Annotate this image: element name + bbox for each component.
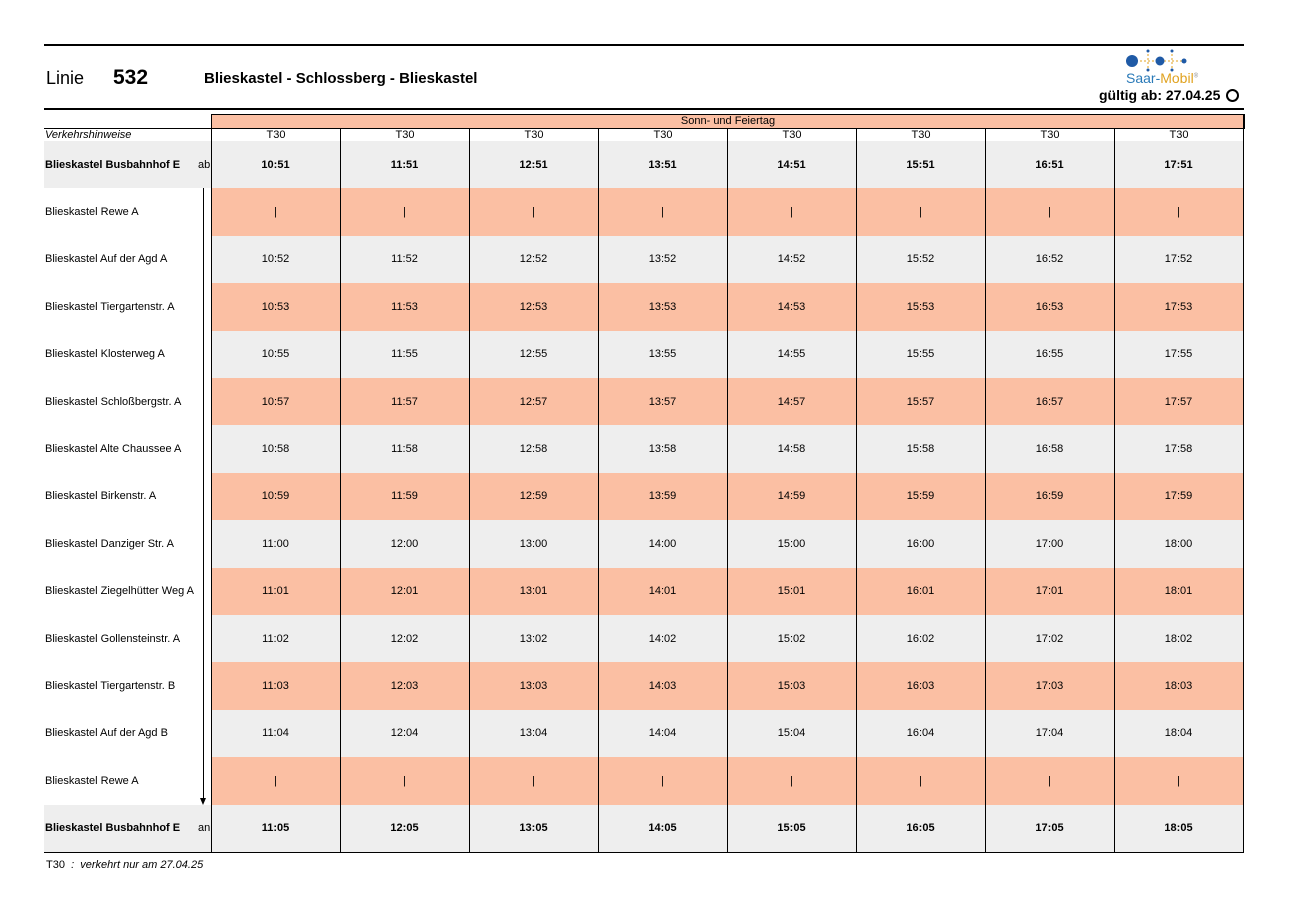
time-cell: 10:55 <box>261 348 290 361</box>
table-row <box>44 710 1244 757</box>
stop-name: Blieskastel Danziger Str. A <box>45 537 175 550</box>
time-cell: 17:58 <box>1164 443 1193 456</box>
time-cell: 17:01 <box>1035 585 1064 598</box>
trip-code-header: T30 <box>727 129 856 142</box>
time-cell: 16:55 <box>1035 348 1064 361</box>
footnote-separator: : <box>71 859 75 871</box>
time-cell: 18:03 <box>1164 680 1193 693</box>
time-cell: 14:58 <box>777 443 806 456</box>
stop-name: Blieskastel Tiergartenstr. B <box>45 680 176 693</box>
time-cell: 18:01 <box>1164 585 1193 598</box>
time-cell: 14:05 <box>648 822 677 835</box>
arrival-departure-flag: ab <box>198 158 211 171</box>
grid-line <box>598 141 599 852</box>
time-cell: | <box>919 206 922 219</box>
time-cell: 14:52 <box>777 253 806 266</box>
time-cell: 17:53 <box>1164 300 1193 313</box>
time-cell: 15:51 <box>906 158 935 171</box>
time-cell: 17:57 <box>1164 395 1193 408</box>
top-rule <box>44 44 1244 46</box>
time-cell: 11:55 <box>391 348 418 361</box>
time-cell: 15:53 <box>906 300 935 313</box>
time-cell: 11:05 <box>261 822 290 835</box>
stop-name: Blieskastel Ziegelhütter Weg A <box>45 585 194 598</box>
time-cell: | <box>1177 774 1180 787</box>
valid-from: gültig ab: 27.04.25 <box>1099 87 1221 103</box>
time-cell: 14:59 <box>777 490 806 503</box>
time-cell: | <box>403 774 406 787</box>
trip-code-header: T30 <box>598 129 727 142</box>
stop-name: Blieskastel Schloßbergstr. A <box>45 395 182 408</box>
time-cell: 11:52 <box>391 253 418 266</box>
time-cell: 14:02 <box>648 632 677 645</box>
time-cell: 12:59 <box>519 490 548 503</box>
time-cell: 11:02 <box>262 632 289 645</box>
time-cell: 10:52 <box>261 253 290 266</box>
header-bottom-rule <box>44 108 1244 110</box>
time-cell: 11:04 <box>262 727 289 740</box>
time-cell: 15:59 <box>906 490 935 503</box>
time-cell: 10:58 <box>261 443 290 456</box>
time-cell: 14:04 <box>648 727 677 740</box>
time-cell: 14:00 <box>648 537 677 550</box>
table-row <box>44 520 1244 567</box>
time-cell: 15:00 <box>777 537 806 550</box>
trip-code-header: T30 <box>340 129 469 142</box>
time-cell: 17:51 <box>1164 158 1193 171</box>
grid-line <box>211 114 212 853</box>
time-cell: 11:51 <box>390 158 419 171</box>
time-cell: 13:03 <box>519 680 548 693</box>
linie-label: Linie <box>46 68 85 88</box>
footnote <box>46 859 203 871</box>
time-cell: | <box>919 774 922 787</box>
logo-text: Saar-Mobil® <box>1126 70 1199 86</box>
time-cell: 12:58 <box>519 443 548 456</box>
time-cell: 15:03 <box>777 680 806 693</box>
time-cell: 12:04 <box>390 727 419 740</box>
stop-name: Blieskastel Busbahnhof E <box>45 158 181 171</box>
trip-code-header: T30 <box>469 129 598 142</box>
time-cell: 16:00 <box>906 537 935 550</box>
time-cell: 14:51 <box>777 158 806 171</box>
stop-name: Blieskastel Auf der Agd A <box>45 253 168 266</box>
time-cell: 17:02 <box>1035 632 1064 645</box>
grid-line <box>727 141 728 852</box>
stop-name: Blieskastel Rewe A <box>45 774 139 787</box>
line-number: 532 <box>113 66 149 89</box>
grid-line <box>469 141 470 852</box>
time-cell: | <box>532 206 535 219</box>
time-cell: | <box>790 206 793 219</box>
stop-name: Blieskastel Busbahnhof E <box>45 822 181 835</box>
time-cell: 13:57 <box>648 395 677 408</box>
stop-name: Blieskastel Klosterweg A <box>45 348 165 361</box>
time-cell: 14:55 <box>777 348 806 361</box>
time-cell: 16:58 <box>1035 443 1064 456</box>
time-cell: 15:04 <box>777 727 806 740</box>
time-cell: 14:53 <box>777 300 806 313</box>
footnote-code: T30 <box>46 859 65 871</box>
stop-name: Blieskastel Tiergartenstr. A <box>45 300 175 313</box>
time-cell: 16:57 <box>1035 395 1064 408</box>
day-type-band: Sonn- und Feiertag <box>211 114 1245 129</box>
time-cell: 18:04 <box>1164 727 1193 740</box>
time-cell: 17:59 <box>1164 490 1193 503</box>
grid-line <box>1243 114 1244 853</box>
grid-line <box>340 141 341 852</box>
time-cell: 17:04 <box>1035 727 1064 740</box>
time-cell: 13:59 <box>648 490 677 503</box>
time-cell: 17:55 <box>1164 348 1193 361</box>
time-cell: 13:04 <box>519 727 548 740</box>
time-cell: 10:53 <box>261 300 290 313</box>
table-row <box>44 568 1244 615</box>
time-cell: | <box>274 206 277 219</box>
trip-code-header: T30 <box>985 129 1114 142</box>
time-cell: 16:59 <box>1035 490 1064 503</box>
time-cell: 12:00 <box>390 537 419 550</box>
time-cell: 12:52 <box>519 253 548 266</box>
time-cell: 16:03 <box>906 680 935 693</box>
time-cell: 15:57 <box>906 395 935 408</box>
arrival-departure-flag: an <box>198 822 211 835</box>
time-cell: 16:53 <box>1035 300 1064 313</box>
grid-line <box>985 141 986 852</box>
stop-name: Blieskastel Birkenstr. A <box>45 490 157 503</box>
route-title: Blieskastel - Schlossberg - Blieskastel <box>204 70 478 87</box>
time-cell: 13:55 <box>648 348 677 361</box>
time-cell: 11:03 <box>262 680 289 693</box>
time-cell: 13:05 <box>519 822 548 835</box>
trip-code-header: T30 <box>1114 129 1243 142</box>
time-cell: 11:00 <box>262 537 289 550</box>
time-cell: 11:01 <box>262 585 289 598</box>
time-cell: | <box>1048 206 1051 219</box>
table-row <box>44 757 1244 804</box>
time-cell: 17:00 <box>1035 537 1064 550</box>
time-cell: | <box>1177 206 1180 219</box>
time-cell: | <box>661 774 664 787</box>
time-cell: 12:55 <box>519 348 548 361</box>
time-cell: 10:51 <box>261 158 290 171</box>
trip-code-header: T30 <box>856 129 985 142</box>
time-cell: 12:03 <box>390 680 419 693</box>
time-cell: 12:05 <box>390 822 419 835</box>
time-cell: 15:05 <box>777 822 806 835</box>
time-cell: 15:55 <box>906 348 935 361</box>
stop-name: Blieskastel Alte Chaussee A <box>45 443 182 456</box>
time-cell: 12:02 <box>390 632 419 645</box>
time-cell: 11:59 <box>391 490 418 503</box>
grid-line <box>44 852 1244 853</box>
table-row <box>44 188 1244 235</box>
time-cell: 13:52 <box>648 253 677 266</box>
time-cell: 15:58 <box>906 443 935 456</box>
table-row <box>44 473 1244 520</box>
time-cell: 13:02 <box>519 632 548 645</box>
stop-name: Blieskastel Gollensteinstr. A <box>45 632 181 645</box>
time-cell: 13:01 <box>519 585 548 598</box>
time-cell: | <box>532 774 535 787</box>
table-row <box>44 283 1244 330</box>
time-cell: 11:53 <box>391 300 418 313</box>
footnote-text: verkehrt nur am 27.04.25 <box>80 859 204 871</box>
time-cell: 18:02 <box>1164 632 1193 645</box>
grid-line <box>1114 141 1115 852</box>
time-cell: 12:01 <box>390 585 419 598</box>
time-cell: 15:02 <box>777 632 806 645</box>
grid-line <box>856 141 857 852</box>
time-cell: 10:57 <box>261 395 290 408</box>
time-cell: 18:05 <box>1164 822 1193 835</box>
time-cell: 13:51 <box>648 158 677 171</box>
circle-icon <box>1226 89 1239 102</box>
time-cell: 15:52 <box>906 253 935 266</box>
time-cell: 13:58 <box>648 443 677 456</box>
stop-name: Blieskastel Auf der Agd B <box>45 727 168 740</box>
time-cell: 10:59 <box>261 490 290 503</box>
time-cell: 16:01 <box>906 585 935 598</box>
table-row <box>44 662 1244 709</box>
stop-name: Blieskastel Rewe A <box>45 206 139 219</box>
time-cell: 17:05 <box>1035 822 1064 835</box>
time-cell: 16:02 <box>906 632 935 645</box>
time-cell: 13:00 <box>519 537 548 550</box>
timetable-grid <box>44 141 1244 852</box>
table-row <box>44 425 1244 472</box>
time-cell: 16:05 <box>906 822 935 835</box>
time-cell: 12:57 <box>519 395 548 408</box>
time-cell: 13:53 <box>648 300 677 313</box>
time-cell: 16:04 <box>906 727 935 740</box>
time-cell: 14:57 <box>777 395 806 408</box>
time-cell: | <box>661 206 664 219</box>
time-cell: | <box>403 206 406 219</box>
time-cell: 14:01 <box>648 585 677 598</box>
time-cell: | <box>790 774 793 787</box>
time-cell: 16:51 <box>1035 158 1064 171</box>
time-cell: 11:58 <box>391 443 418 456</box>
direction-arrow-line <box>203 188 204 800</box>
time-cell: | <box>1048 774 1051 787</box>
time-cell: 11:57 <box>391 395 418 408</box>
time-cell: 12:53 <box>519 300 548 313</box>
time-cell: 17:52 <box>1164 253 1193 266</box>
time-cell: 12:51 <box>519 158 548 171</box>
time-cell: 18:00 <box>1164 537 1193 550</box>
time-cell: 16:52 <box>1035 253 1064 266</box>
time-cell: 17:03 <box>1035 680 1064 693</box>
table-row <box>44 378 1244 425</box>
table-row <box>44 615 1244 662</box>
notes-header: Verkehrshinweise <box>45 129 132 141</box>
table-row <box>44 331 1244 378</box>
trip-code-header: T30 <box>211 129 340 142</box>
time-cell: | <box>274 774 277 787</box>
time-cell: 15:01 <box>777 585 806 598</box>
table-row <box>44 805 1244 852</box>
table-row <box>44 236 1244 283</box>
table-row <box>44 141 1244 188</box>
time-cell: 14:03 <box>648 680 677 693</box>
arrow-down-icon <box>200 798 206 805</box>
